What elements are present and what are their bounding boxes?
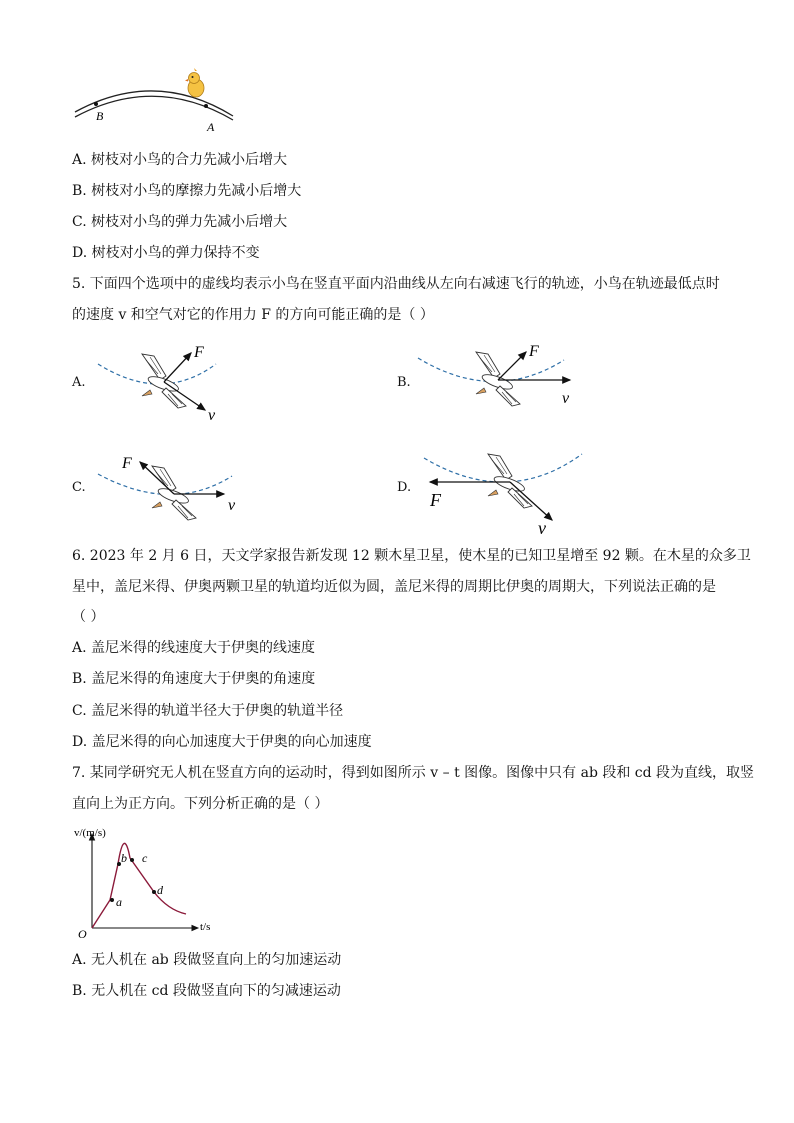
q5-option-d-label: D.	[397, 480, 412, 495]
label-b: B	[96, 109, 104, 123]
q5-option-a-figure	[92, 338, 232, 430]
q5-stem-line-1: 5. 下面四个选项中的虚线均表示小鸟在竖直平面内沿曲线从左向右减速飞行的轨迹，小鸟在轨迹最低点时	[72, 276, 720, 292]
point-b-dot	[94, 102, 98, 106]
q7-stem-line-1: 7. 某同学研究无人机在竖直方向的运动时，得到如图所示 v – t 图像。图像中只有 ab 段和 cd 段为直线，取竖	[72, 765, 755, 781]
point-d-dot	[152, 890, 156, 894]
label-a: A	[207, 120, 215, 134]
velocity-label: v	[228, 497, 236, 514]
q7-option-b: B. 无人机在 cd 段做竖直向下的匀减速运动	[72, 983, 341, 999]
point-d-label: d	[157, 883, 163, 897]
q7-option-a: A. 无人机在 ab 段做竖直向上的匀加速运动	[72, 952, 342, 968]
q7-stem-line-2: 直向上为正方向。下列分析正确的是（ ）	[72, 796, 329, 812]
q4-option-a: A. 树枝对小鸟的合力先减小后增大	[72, 152, 288, 168]
branch-figure	[70, 68, 240, 136]
force-arrow	[164, 353, 191, 382]
q5-option-b-figure	[412, 340, 582, 420]
velocity-arrow	[510, 482, 552, 520]
y-axis-label: v/(m/s)	[74, 827, 106, 839]
q6-stem-line-3: （ ）	[72, 609, 105, 625]
chick-icon	[185, 68, 204, 97]
q5-option-b-label: B.	[397, 375, 411, 390]
force-arrow	[498, 352, 526, 380]
x-axis-label: t/s	[200, 921, 211, 933]
origin-label: O	[78, 927, 87, 941]
q4-option-b: B. 树枝对小鸟的摩擦力先减小后增大	[72, 183, 302, 199]
q6-option-b: B. 盖尼米得的角速度大于伊奥的角速度	[72, 671, 316, 687]
point-a-dot	[110, 898, 114, 902]
velocity-label: v	[562, 390, 570, 407]
q5-option-c-figure	[92, 448, 242, 528]
velocity-label: v	[538, 518, 546, 538]
q4-option-c: C. 树枝对小鸟的弹力先减小后增大	[72, 214, 288, 230]
q5-option-d-figure	[418, 438, 598, 538]
q6-option-d: D. 盖尼米得的向心加速度大于伊奥的向心加速度	[72, 734, 372, 750]
q5-stem-line-2: 的速度 v 和空气对它的作用力 F 的方向可能正确的是（ ）	[72, 307, 434, 323]
q6-stem-line-1: 6. 2023 年 2 月 6 日，天文学家报告新发现 12 颗木星卫星，使木星的已知卫星增至 92 颗。在木星的众多卫	[72, 548, 751, 564]
point-a-label: a	[116, 895, 122, 909]
q6-stem-line-2: 星中，盖尼米得、伊奥两颗卫星的轨道均近似为圆，盖尼米得的周期比伊奥的周期大，下列说法正确的是	[72, 579, 716, 595]
q5-option-a-label: A.	[72, 375, 86, 390]
q5-option-c-label: C.	[72, 480, 86, 495]
force-label: F	[194, 344, 204, 361]
force-label: F	[430, 490, 441, 510]
vt-curve	[92, 843, 186, 928]
force-label: F	[529, 343, 539, 360]
point-b-label: b	[121, 851, 127, 865]
q6-option-c: C. 盖尼米得的轨道半径大于伊奥的轨道半径	[72, 703, 344, 719]
q4-option-d: D. 树枝对小鸟的弹力保持不变	[72, 245, 260, 261]
point-c-label: c	[142, 851, 148, 865]
force-label: F	[122, 455, 132, 472]
velocity-label: v	[208, 407, 216, 424]
q6-option-a: A. 盖尼米得的线速度大于伊奥的线速度	[72, 640, 316, 656]
point-a-dot	[204, 104, 208, 108]
vt-graph	[70, 822, 230, 944]
point-c-dot	[130, 858, 134, 862]
